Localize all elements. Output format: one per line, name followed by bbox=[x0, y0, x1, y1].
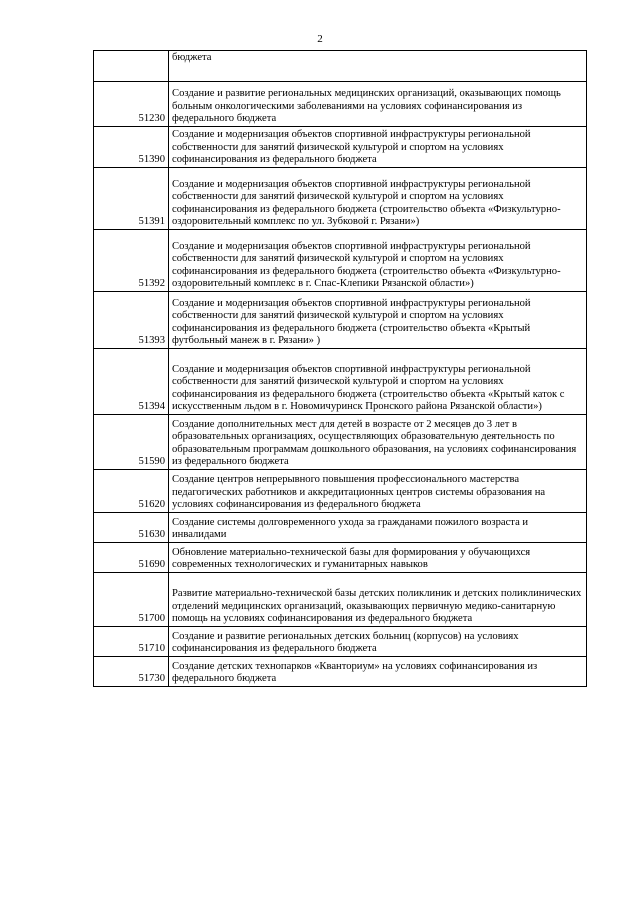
code-cell: 51393 bbox=[94, 292, 169, 349]
description-cell: Обновление материально-технической базы для формирования у обучающихся современных технологических и гуманитарных навыков bbox=[169, 543, 587, 573]
code-cell bbox=[94, 51, 169, 82]
table-row bbox=[94, 349, 587, 415]
code-cell: 51391 bbox=[94, 168, 169, 230]
description-cell: Создание и модернизация объектов спортивной инфраструктуры региональной собственности для занятий физической культурой и спортом на условиях софинансирования из федерального бюджета (строительство объекта «Крытый футбольный манеж в г. Рязани» ) bbox=[169, 292, 587, 349]
code-cell: 51710 bbox=[94, 627, 169, 657]
description-cell: Создание и модернизация объектов спортивной инфраструктуры региональной собственности для занятий физической культурой и спортом на условиях софинансирования из федерального бюджета bbox=[169, 127, 587, 168]
table-row bbox=[94, 470, 587, 513]
code-cell: 51230 bbox=[94, 82, 169, 127]
description-cell: Создание и модернизация объектов спортивной инфраструктуры региональной собственности для занятий физической культурой и спортом на условиях софинансирования из федерального бюджета (строительство объекта «Крытый каток с искусственным льдом в г. Новомичуринск Пронского района Рязанской области») bbox=[169, 349, 587, 415]
description-cell: Создание и модернизация объектов спортивной инфраструктуры региональной собственности для занятий физической культурой и спортом на условиях софинансирования из федерального бюджета (строительство объекта «Физкультурно-оздоровительный комплекс по ул. Зубковой г. Рязани») bbox=[169, 168, 587, 230]
budget-codes-table bbox=[93, 50, 587, 687]
description-cell: Создание и развитие региональных медицинских организаций, оказывающих помощь больным онкологическими заболеваниями на условиях софинансирования из федерального бюджета bbox=[169, 82, 587, 127]
table-row bbox=[94, 627, 587, 657]
code-cell: 51390 bbox=[94, 127, 169, 168]
description-cell: Развитие материально-технической базы детских поликлиник и детских поликлинических отделений медицинских организаций, оказывающих первичную медико-санитарную помощь на условиях софинансирования из федерального бюджета bbox=[169, 573, 587, 627]
table-row bbox=[94, 230, 587, 292]
code-cell: 51730 bbox=[94, 657, 169, 687]
description-cell: бюджета bbox=[169, 51, 587, 82]
code-cell: 51700 bbox=[94, 573, 169, 627]
table-row bbox=[94, 573, 587, 627]
code-cell: 51394 bbox=[94, 349, 169, 415]
description-cell: Создание и развитие региональных детских больниц (корпусов) на условиях софинансирования из федерального бюджета bbox=[169, 627, 587, 657]
code-cell: 51392 bbox=[94, 230, 169, 292]
table-row bbox=[94, 543, 587, 573]
description-cell: Создание системы долговременного ухода за гражданами пожилого возраста и инвалидами bbox=[169, 513, 587, 543]
description-cell: Создание и модернизация объектов спортивной инфраструктуры региональной собственности для занятий физической культурой и спортом на условиях софинансирования из федерального бюджета (строительство объекта «Физкультурно-оздоровительный комплекс в г. Спас-Клепики Рязанской области») bbox=[169, 230, 587, 292]
code-cell: 51690 bbox=[94, 543, 169, 573]
table-row bbox=[94, 168, 587, 230]
table-row bbox=[94, 415, 587, 470]
code-cell: 51620 bbox=[94, 470, 169, 513]
code-cell: 51630 bbox=[94, 513, 169, 543]
table-row bbox=[94, 82, 587, 127]
description-cell: Создание дополнительных мест для детей в возрасте от 2 месяцев до 3 лет в образовательных организациях, осуществляющих образовательную деятельность по образовательным программам дошкольного образования, на условиях софинансирования из федерального бюджета bbox=[169, 415, 587, 470]
table-row bbox=[94, 513, 587, 543]
table-row bbox=[94, 51, 587, 82]
description-cell: Создание центров непрерывного повышения профессионального мастерства педагогических работников и аккредитационных центров системы образования на условиях софинансирования из федерального бюджета bbox=[169, 470, 587, 513]
code-cell: 51590 bbox=[94, 415, 169, 470]
description-cell: Создание детских технопарков «Кванториум» на условиях софинансирования из федерального бюджета bbox=[169, 657, 587, 687]
page-number: 2 bbox=[317, 33, 323, 45]
table-row bbox=[94, 657, 587, 687]
table-row bbox=[94, 292, 587, 349]
table-row bbox=[94, 127, 587, 168]
